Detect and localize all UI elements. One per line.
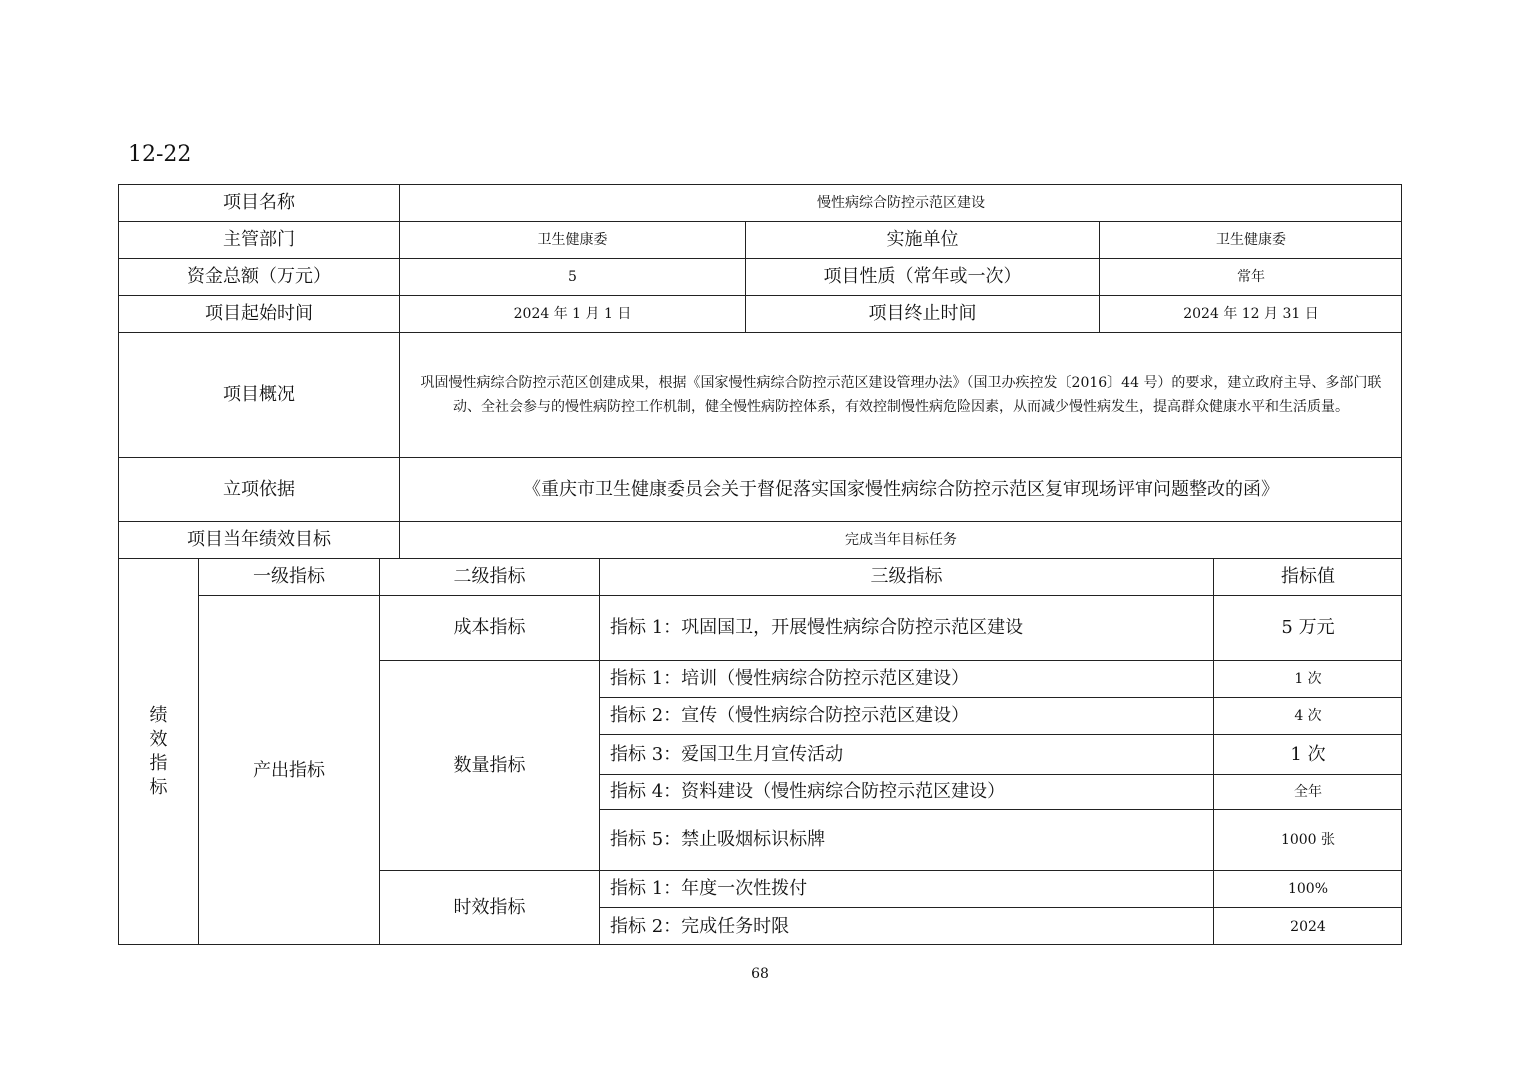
nature-label: 项目性质（常年或一次） xyxy=(745,258,1099,295)
table-bottom-border xyxy=(118,944,1402,945)
project-performance-table xyxy=(118,184,1402,945)
page-number: 68 xyxy=(751,966,769,982)
basis-label: 立项依据 xyxy=(118,457,399,521)
end-label: 项目终止时间 xyxy=(745,295,1099,332)
quantity-indicator-5-value: 1000 张 xyxy=(1213,809,1402,870)
quantity-indicator-5-name: 指标 5：禁止吸烟标识标牌 xyxy=(599,809,1213,870)
impl-label: 实施单位 xyxy=(745,221,1099,258)
basis-value: 《重庆市卫生健康委员会关于督促落实国家慢性病综合防控示范区复审现场评审问题整改的函》 xyxy=(399,457,1402,521)
project-name-label: 项目名称 xyxy=(118,184,399,221)
dept-value: 卫生健康委 xyxy=(399,221,745,258)
table-right-border xyxy=(1401,184,1402,945)
header-level1: 一级指标 xyxy=(198,558,379,595)
timeliness-indicator-1-value: 100% xyxy=(1213,870,1402,907)
nature-value: 常年 xyxy=(1099,258,1402,295)
quantity-indicator-4-value: 全年 xyxy=(1213,774,1402,809)
cost-indicator-1-name: 指标 1：巩固国卫，开展慢性病综合防控示范区建设 xyxy=(599,595,1213,660)
header-level3: 三级指标 xyxy=(599,558,1213,595)
quantity-indicator-4-name: 指标 4：资料建设（慢性病综合防控示范区建设） xyxy=(599,774,1213,809)
fund-value: 5 xyxy=(399,258,745,295)
quantity-indicator-2-name: 指标 2：宣传（慢性病综合防控示范区建设） xyxy=(599,697,1213,734)
cost-indicator-label: 成本指标 xyxy=(379,595,599,660)
overview-label: 项目概况 xyxy=(118,332,399,457)
quantity-indicator-3-name: 指标 3：爱国卫生月宣传活动 xyxy=(599,734,1213,774)
impl-value: 卫生健康委 xyxy=(1099,221,1402,258)
timeliness-indicator-2-name: 指标 2：完成任务时限 xyxy=(599,907,1213,945)
quantity-indicator-label: 数量指标 xyxy=(379,660,599,870)
header-value: 指标值 xyxy=(1213,558,1402,595)
header-level2: 二级指标 xyxy=(379,558,599,595)
start-label: 项目起始时间 xyxy=(118,295,399,332)
timeliness-indicator-2-value: 2024 xyxy=(1213,907,1402,945)
quantity-indicator-3-value: 1 次 xyxy=(1213,734,1402,774)
indicators-section-label: 绩效指标 xyxy=(118,558,198,945)
start-value: 2024 年 1 月 1 日 xyxy=(399,295,745,332)
timeliness-indicator-label: 时效指标 xyxy=(379,870,599,945)
quantity-indicator-1-value: 1 次 xyxy=(1213,660,1402,697)
overview-value: 巩固慢性病综合防控示范区创建成果，根据《国家慢性病综合防控示范区建设管理办法》（国卫办疾控发〔2016〕44 号）的要求，建立政府主导、多部门联动、全社会参与的慢性病防控工作机制，健全慢性病防控体系，有效控制慢性病危险因素，从而减少慢性病发生，提高群众健康水平和生活质量。 xyxy=(399,332,1402,457)
level1-output-label: 产出指标 xyxy=(198,595,379,945)
cost-indicator-1-value: 5 万元 xyxy=(1213,595,1402,660)
quantity-indicator-1-name: 指标 1：培训（慢性病综合防控示范区建设） xyxy=(599,660,1213,697)
table-code: 12-22 xyxy=(128,142,192,167)
quantity-indicator-2-value: 4 次 xyxy=(1213,697,1402,734)
fund-label: 资金总额（万元） xyxy=(118,258,399,295)
project-name-value: 慢性病综合防控示范区建设 xyxy=(399,184,1402,221)
dept-label: 主管部门 xyxy=(118,221,399,258)
end-value: 2024 年 12 月 31 日 xyxy=(1099,295,1402,332)
goal-value: 完成当年目标任务 xyxy=(399,521,1402,558)
goal-label: 项目当年绩效目标 xyxy=(118,521,399,558)
timeliness-indicator-1-name: 指标 1：年度一次性拨付 xyxy=(599,870,1213,907)
